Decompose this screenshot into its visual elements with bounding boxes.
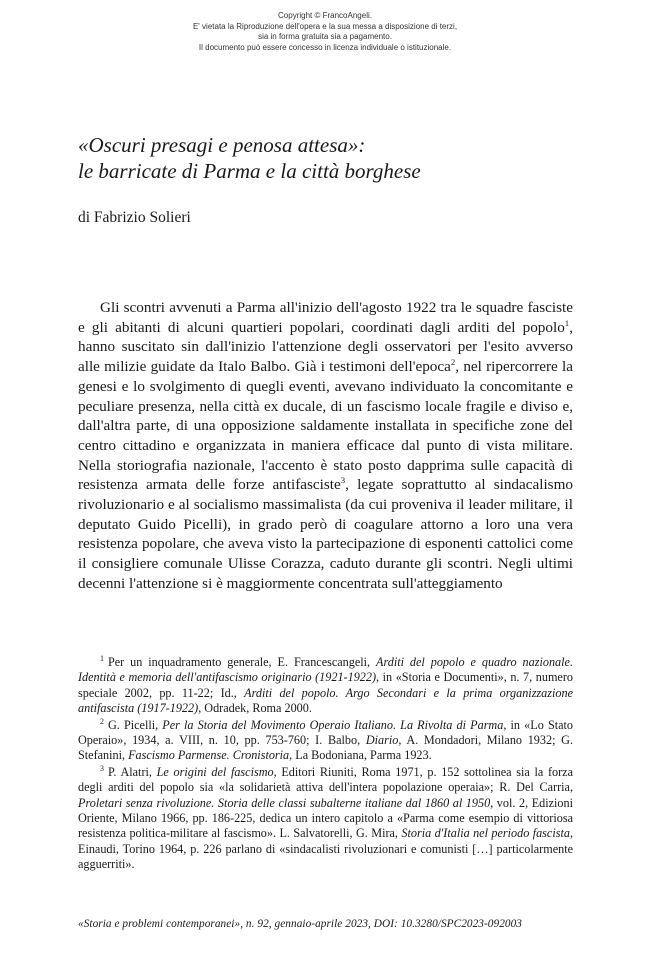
footnote-work-title: Diario <box>365 733 399 748</box>
body-text-segment: , legate soprattutto al sindacalismo rivoluzionario e al socialismo massimalista (da cui proveniva il leader militare, il deputato Guido Picelli), in grado però di coagulare attorno a loro una vera resistenza popolare, che aveva visto la partecipazione di esponenti cattolici come il consigliere comunale Ulisse Corazza, caduto durante gli scontri. Negli ultimi decenni l'attenzione si è maggiormente concentrata sull'atteggiamento <box>78 476 573 592</box>
footnote-number: 2 <box>100 716 104 726</box>
copyright-notice <box>0 11 650 53</box>
footnote-1 <box>78 655 573 717</box>
footnote-ref-3[interactable]: 3 <box>340 475 346 486</box>
footnote-work-title: Proletari senza rivoluzione. Storia delle classi subalterne italiane dal 1860 al 1950 <box>78 795 491 810</box>
footnote-work-title: Storia d'Italia nel periodo fascista <box>401 826 570 841</box>
footnote-text: , Odradek, Roma 2000. <box>198 701 312 716</box>
footnote-text: Per un inquadramento generale, E. Francescangeli, <box>107 655 377 669</box>
footnote-work-title: Le origini del fascismo <box>156 764 274 779</box>
footnote-text: , La Bodoniana, Parma 1923. <box>289 748 432 763</box>
copyright-line: E' vietata la Riproduzione dell'opera e la sua messa a disposizione di terzi, <box>192 21 458 31</box>
body-paragraph <box>78 298 573 594</box>
footnote-2 <box>78 718 573 764</box>
footnote-ref-2[interactable]: 2 <box>450 357 456 368</box>
journal-citation: «Storia e problemi contemporanei», n. 92, gennaio-aprile 2023, DOI: 10.3280/SPC2023-092003 <box>78 918 522 930</box>
body-text-segment: , nel ripercorrere la genesi e lo svolgimento di quegli eventi, avevano individuato la concomitante e peculiare presenza, nella città ex ducale, di un fascismo locale fragile e diviso e, dall'altra parte, di una opposizione saldamente installata in specifiche zone del centro cittadino e organizzata in maniera efficace dal punto di vista militare. Nella storiografia nazionale, l'accento è stato posto dapprima sulle capacità di resistenza armata delle forze antifasciste <box>78 358 573 494</box>
footnote-number: 3 <box>100 763 104 773</box>
article-title <box>78 132 578 184</box>
footnote-text: , Editori Riuniti, Roma 1971, p. 152 sottolinea sia la forza degli arditi del popolo sia «la solidarietà attiva dell'intera popolazione operaia»; R. Del Carria, <box>78 764 573 795</box>
footnote-text: G. Picelli, <box>107 717 163 732</box>
footnote-work-title: Arditi del popolo. Argo Secondari e la prima organizzazione antifascista (1917-1922) <box>78 685 573 716</box>
footnotes-section <box>78 655 573 874</box>
copyright-line: Copyright © FrancoAngeli. <box>278 11 372 20</box>
footnote-text: P. Alatri, <box>107 764 157 779</box>
article-author: di Fabrizio Solieri <box>78 209 191 226</box>
body-text-segment: Gli scontri avvenuti a Parma all'inizio dell'agosto 1922 tra le squadre fasciste e gli abitanti di alcuni quartieri popolari, coordinati dagli arditi del popolo <box>78 299 573 336</box>
footnote-number: 1 <box>100 653 104 663</box>
footnote-ref-1[interactable]: 1 <box>564 317 570 328</box>
body-text-segment: , hanno suscitato sin dall'inizio l'attenzione degli osservatori per l'esito avverso alle milizie guidate da Italo Balbo. Già i testimoni dell'epoca <box>78 318 573 376</box>
footnote-text: , in «Lo Stato Operaio», 1934, a. VIII, n. 10, pp. 753-760; I. Balbo, <box>78 717 573 748</box>
footnote-work-title: Per la Storia del Movimento Operaio Italiano. La Rivolta di Parma <box>162 717 504 732</box>
copyright-line: Il documento può essere concesso in licenza individuale o istituzionale. <box>198 42 452 52</box>
footnote-text: , Einaudi, Torino 1964, p. 226 parlano di «sindacalisti rivoluzionari e comunisti […] particolarmente agguerriti». <box>78 826 573 872</box>
article-title-line-2: le barricate di Parma e la città borghese <box>78 159 421 183</box>
footnote-work-title: Fascismo Parmense. Cronistoria <box>128 748 290 763</box>
article-title-line-1: «Oscuri presagi e penosa attesa»: <box>78 133 366 157</box>
footnote-text: , A. Mondadori, Milano 1932; G. Stefanini, <box>78 733 573 763</box>
footnote-work-title: Arditi del popolo e quadro nazionale. Identità e memoria dell'antifascismo originario (1921-1922) <box>78 655 573 685</box>
footnote-text: , vol. 2, Edizioni Oriente, Milano 1966, pp. 186-225, dedica un intero capitolo a «Parma come esempio di vittoriosa resistenza politica-militare al fascismo». L. Salvatorelli, G. Mira, <box>78 795 573 841</box>
footnote-3 <box>78 765 573 873</box>
footnote-text: , in «Storia e Documenti», n. 7, numero speciale 2002, pp. 11-22; Id., <box>78 670 573 700</box>
copyright-line: sia in forma gratuita sia a pagamento. <box>258 32 392 41</box>
